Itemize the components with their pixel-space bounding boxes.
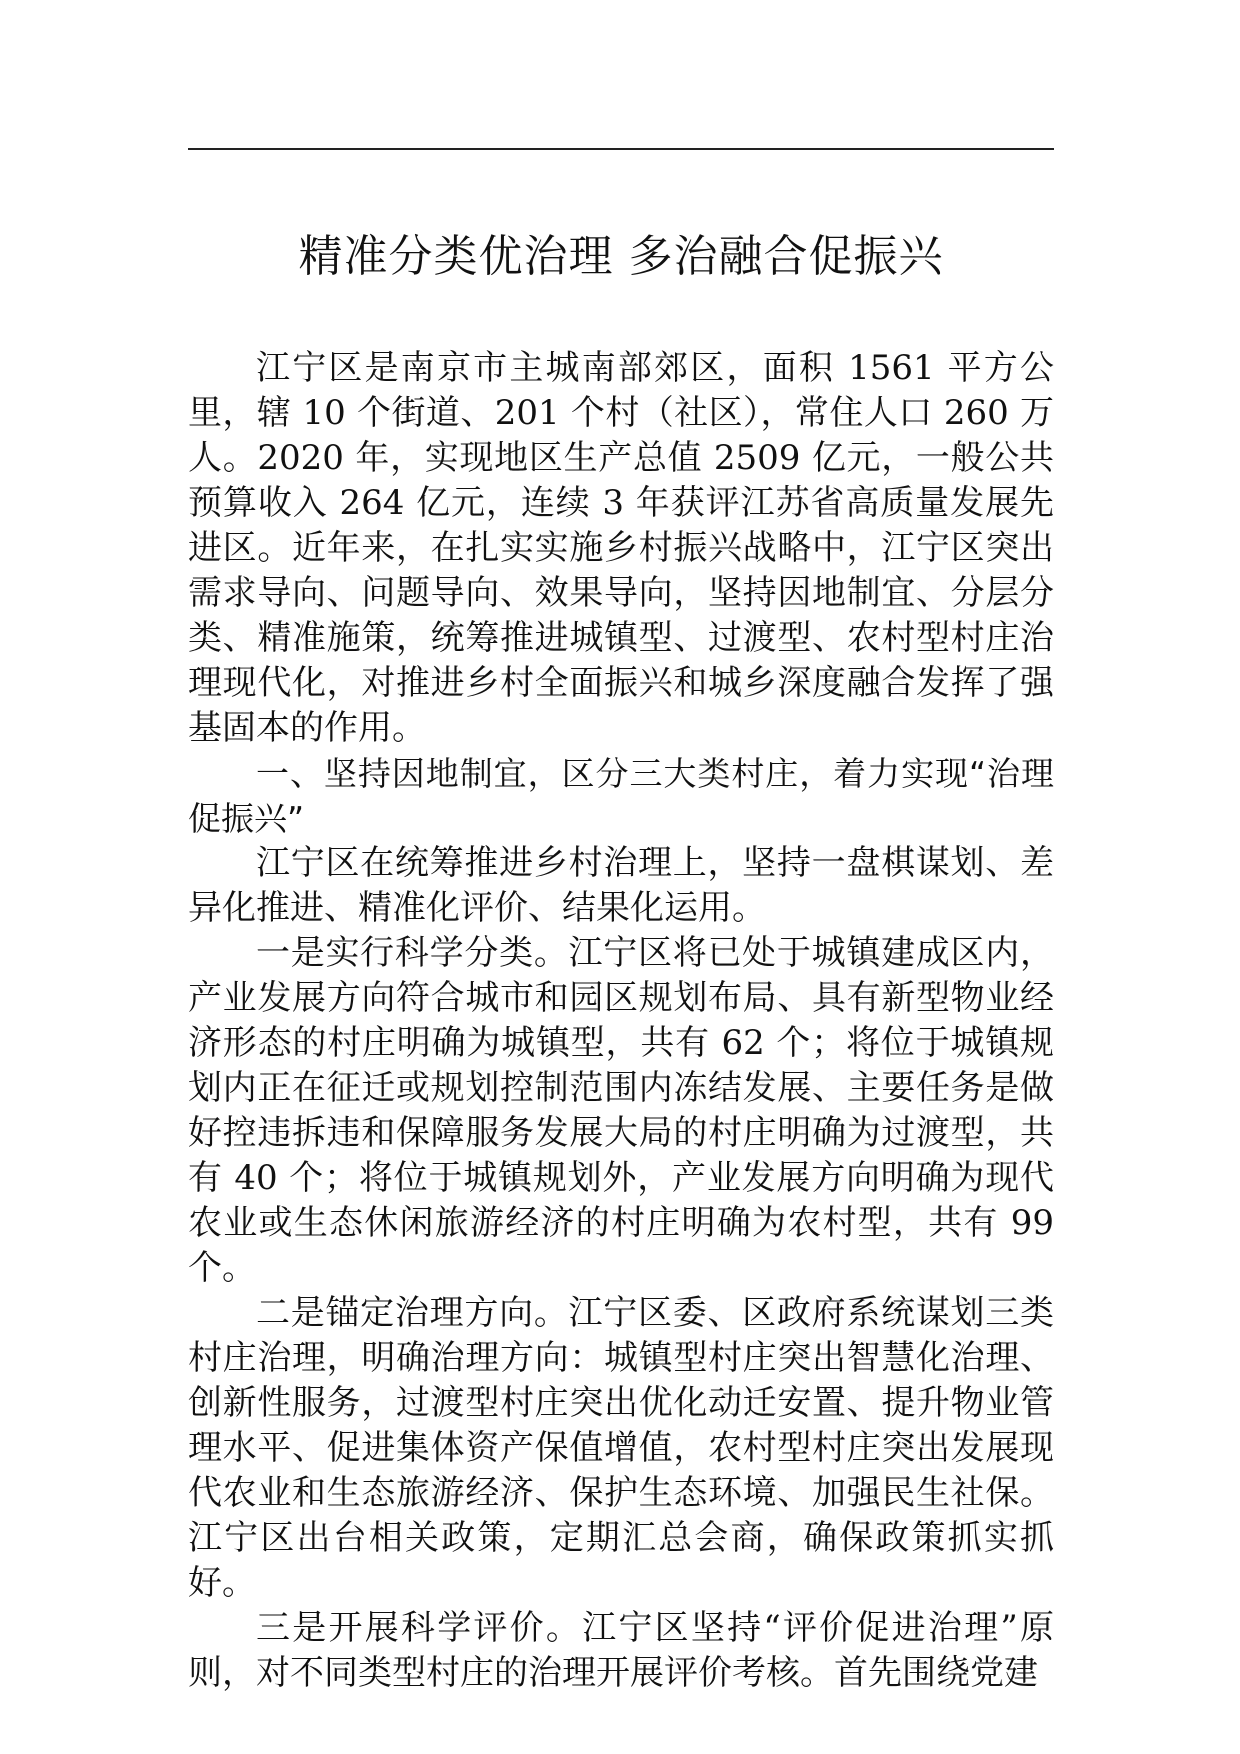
section-heading-1: 一、坚持因地制宜，区分三大类村庄，着力实现“治理促振兴” xyxy=(188,754,1054,838)
paragraph-direction: 二是锚定治理方向。江宁区委、区政府系统谋划三类村庄治理，明确治理方向：城镇型村庄突出智慧化治理、创新性服务，过渡型村庄突出优化动迁安置、提升物业管理水平、促进集体资产保值增值，农村型村庄突出发展现代农业和生态旅游经济、保护生态环境、加强民生社保。江宁区出台相关政策，定期汇总会商，确保政策抓实抓好。 xyxy=(188,1293,1054,1603)
document-body xyxy=(188,346,1054,1696)
paragraph-intro: 江宁区是南京市主城南部郊区，面积 1561 平方公里，辖 10 个街道、201 个村（社区），常住人口 260 万人。2020 年，实现地区生产总值 2509 亿元，一般公共预算收入 264 亿元，连续 3 年获评江苏省高质量发展先进区。近年来，在扎实实施乡村振兴战略中，江宁区突出需求导向、问题导向、效果导向，坚持因地制宜、分层分类、精准施策，统筹推进城镇型、过渡型、农村型村庄治理现代化，对推进乡村全面振兴和城乡深度融合发挥了强基固本的作用。 xyxy=(188,348,1054,748)
paragraph-overview: 江宁区在统筹推进乡村治理上，坚持一盘棋谋划、差异化推进、精准化评价、结果化运用。 xyxy=(188,843,1054,928)
paragraph-classification: 一是实行科学分类。江宁区将已处于城镇建成区内，产业发展方向符合城市和园区规划布局、具有新型物业经济形态的村庄明确为城镇型，共有 62 个；将位于城镇规划内正在征迁或规划控制范围内冻结发展、主要任务是做好控违拆违和保障服务发展大局的村庄明确为过渡型，共有 40 个；将位于城镇规划外，产业发展方向明确为现代农业或生态休闲旅游经济的村庄明确为农村型，共有 99 个。 xyxy=(188,933,1054,1288)
paragraph-evaluation: 三是开展科学评价。江宁区坚持“评价促进治理”原则，对不同类型村庄的治理开展评价考核。首先围绕党建 xyxy=(188,1608,1054,1693)
header-rule xyxy=(188,148,1054,150)
document-title: 精准分类优治理 多治融合促振兴 xyxy=(298,231,944,282)
